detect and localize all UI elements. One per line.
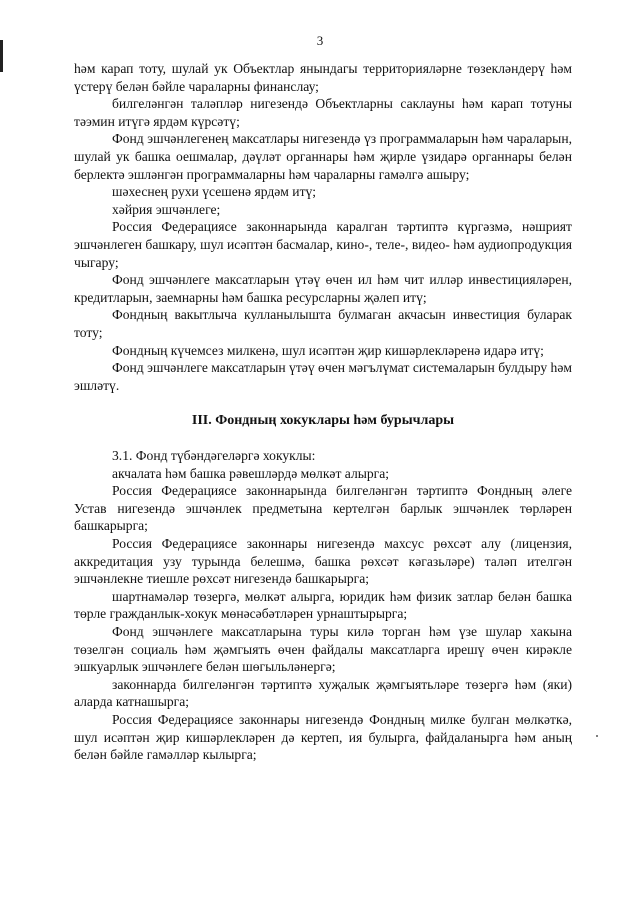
paragraph: Россия Федерациясе законнары нигезендә Фондның милке булган мөлкәткә, шул исәптән җир кишәрлекләрен дә кертеп, ия булырга, файдаланырга һәм аның белән бәйле гамәлләр кылырга; [74,711,572,763]
paragraph: Россия Федерациясе законнары нигезендә махсус рөхсәт алу (лицензия, аккредитация узу турында белешмә, башка рөхсәт кәгазьләре) таләп ителгән эшчәнлекне тиешле рөхсәт нигезендә башкарырга; [74,536,572,587]
paragraph: һәм карап тоту, шулай ук Объектлар янындагы территорияләрне төзекләндерү һәм үстерү белән бәйле чараларны финанслау; [74,61,572,94]
paragraph: шартнамәләр төзергә, мөлкәт алырга, юридик һәм физик затлар белән башка төрле гражданлык-хокук мөнәсәбәтләрен урнаштырырга; [74,588,572,622]
document-body [74,60,572,764]
paragraph: Фондның күчемсез милкенә, шул исәптән җир кишәрлекләренә идарә итү; [112,342,544,358]
paragraph: законнарда билгеләнгән тәртиптә хуҗалык җәмгыятьләре төзергә һәм (яки) аларда катнашырга; [74,676,572,710]
section-spacer [74,394,572,412]
paragraph: Фонд эшчәнлеге максатларын үтәү өчен мәгълүмат системаларын булдыру һәм эшләтү. [74,360,572,393]
scan-dot [596,735,598,737]
paragraph: акчалата һәм башка рәвешләрдә мөлкәт алырга; [112,465,390,481]
paragraph: Россия Федерациясе законнарында каралган тәртиптә күргәзмә, нәшрият эшчәнлеген башкару, шул исәптән басмалар, кино-, теле-, видео- һәм аудиопродукция чыгару; [74,219,572,270]
paragraph: Россия Федерациясе законнарында билгеләнгән тәртиптә Фондның әлеге Устав нигезендә эшчәнлек предметына кертелгән барлык эшчәнлек төрләрен башкарырга; [74,483,572,534]
section-spacer [74,429,572,447]
clause-heading: 3.1. Фонд түбәндәгеләргә хокуклы: [112,448,316,464]
paragraph: Фонд эшчәнлеге максатларын үтәү өчен ил һәм чит илләр инвестицияләрен, кредитларын, заемнарны һәм башка ресурсларны җәлеп итү; [74,272,572,305]
paragraph: Фонд эшчәнлегенең максатлары нигезендә үз программаларын һәм чараларын, шулай ук башка оешмалар, дәүләт органнары һәм җирле үзидарә органнары белән берлектә эшләнгән программаларны һәм чараларны гамәлгә ашыру; [74,131,572,182]
page-number: 3 [316,33,324,48]
paragraph: хәйрия эшчәнлеге; [112,201,221,217]
paragraph: Фондның вакытлыча кулланылышта булмаган акчасын инвестиция буларак тоту; [74,307,572,340]
section-title: III. Фондның хокуклары һәм бурычлары [191,412,455,428]
paragraph: билгеләнгән таләпләр нигезендә Объектларны саклауны һәм карап тотуны тәэмин итүгә ярдәм күрсәтү; [74,96,572,129]
paragraph: шәхеснең рухи үсешенә ярдәм итү; [112,184,317,200]
paragraph: Фонд эшчәнлеге максатларына туры килә торган һәм үзе шулар хакына төзелгән социаль һәм җәмгыять өчен файдалы максатларга ирешү өчен кирәкле эшкуарлык эшчәнлеге белән шөгыльләнергә; [74,624,572,675]
